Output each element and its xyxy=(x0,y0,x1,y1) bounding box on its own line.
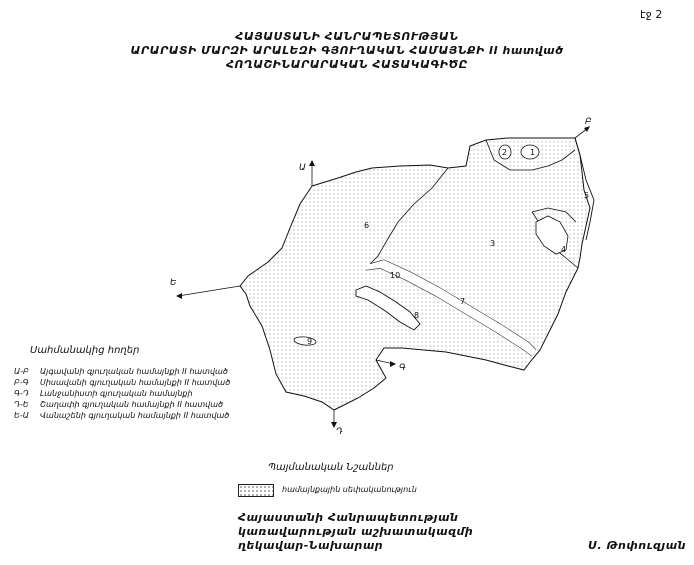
borders-heading: Սահմանակից հողեր xyxy=(30,345,140,356)
border-code: Բ-Գ xyxy=(14,378,29,387)
title-line-1: ՀԱՅԱՍՏԱՆԻ ՀԱՆՐԱՊԵՏՈՒԹՅԱՆ xyxy=(235,30,459,43)
plot-number-6: 6 xyxy=(364,221,370,230)
signature-line-1: Հայաստանի Հանրապետության xyxy=(238,511,459,524)
border-code: Ա-Բ xyxy=(14,367,29,376)
community-property-label: համայնքային սեփականություն xyxy=(282,485,417,494)
border-code: Դ-Ե xyxy=(14,400,29,409)
plot-number-1: 1 xyxy=(530,148,536,157)
signatory-name: Ս. Թոփուզյան xyxy=(588,539,686,552)
title-line-3: ՀՈՂԱՇԻՆԱՐԱՐԱԿԱՆ ՀԱՏԱԿԱԳԻԾԸ xyxy=(226,58,468,71)
plot-number-2: 2 xyxy=(502,148,508,157)
border-item xyxy=(14,377,230,388)
west-arrow-icon xyxy=(176,286,240,299)
border-code: Գ-Դ xyxy=(14,389,29,398)
border-text: Վանաշենի գյուղական համայնքի II հատված xyxy=(40,411,230,420)
plot-number-5: 5 xyxy=(584,191,590,200)
territory-boundary xyxy=(240,138,590,410)
title-line-2: ԱՐԱՐԱՏԻ ՄԱՐԶԻ ԱՐԱԼԵԶԻ ԳՅՈՒՂԱԿԱՆ ՀԱՄԱՅՆՔԻ II հատված xyxy=(130,44,564,57)
border-text: Շաղափի գյուղական համայնքի II հատված xyxy=(40,400,223,409)
page-number: էջ 2 xyxy=(640,8,663,21)
south-arrow-icon xyxy=(331,410,337,428)
border-item xyxy=(14,410,230,421)
border-item xyxy=(14,388,230,399)
signature-line-2: կառավարության աշխատակազմի xyxy=(238,525,474,538)
signature-line-3: ղեկավար-Նախարար xyxy=(238,539,384,552)
direction-south-label: Դ xyxy=(336,427,343,437)
signature-block xyxy=(238,511,473,553)
east-arrow-icon xyxy=(575,126,590,138)
direction-south-east-label: Գ xyxy=(399,363,406,373)
border-text: Այգավանի գյուղական համայնքի II հատված xyxy=(40,367,228,376)
symbols-heading: Պայմանական Նշաններ xyxy=(268,462,394,473)
border-item xyxy=(14,399,230,410)
border-text: Սիսավանի գյուղական համայնքի II հատված xyxy=(40,378,231,387)
border-text: Լանջանիստի գյուղական համայնքի xyxy=(40,389,193,398)
border-item xyxy=(14,366,230,377)
direction-east-label: Բ xyxy=(585,117,592,127)
plot-number-10: 10 xyxy=(390,271,401,280)
plot-number-7: 7 xyxy=(460,297,466,306)
direction-west-label: Ե xyxy=(170,278,177,288)
plot-number-3: 3 xyxy=(490,239,496,248)
plot-number-9: 9 xyxy=(307,337,313,346)
north-arrow-icon xyxy=(309,160,315,186)
direction-north-label: Ա xyxy=(299,163,306,173)
borders-list xyxy=(14,366,230,421)
community-property-swatch xyxy=(238,484,274,497)
plot-number-4: 4 xyxy=(561,245,567,254)
plot-number-8: 8 xyxy=(414,311,420,320)
border-code: Ե-Ա xyxy=(14,411,29,420)
